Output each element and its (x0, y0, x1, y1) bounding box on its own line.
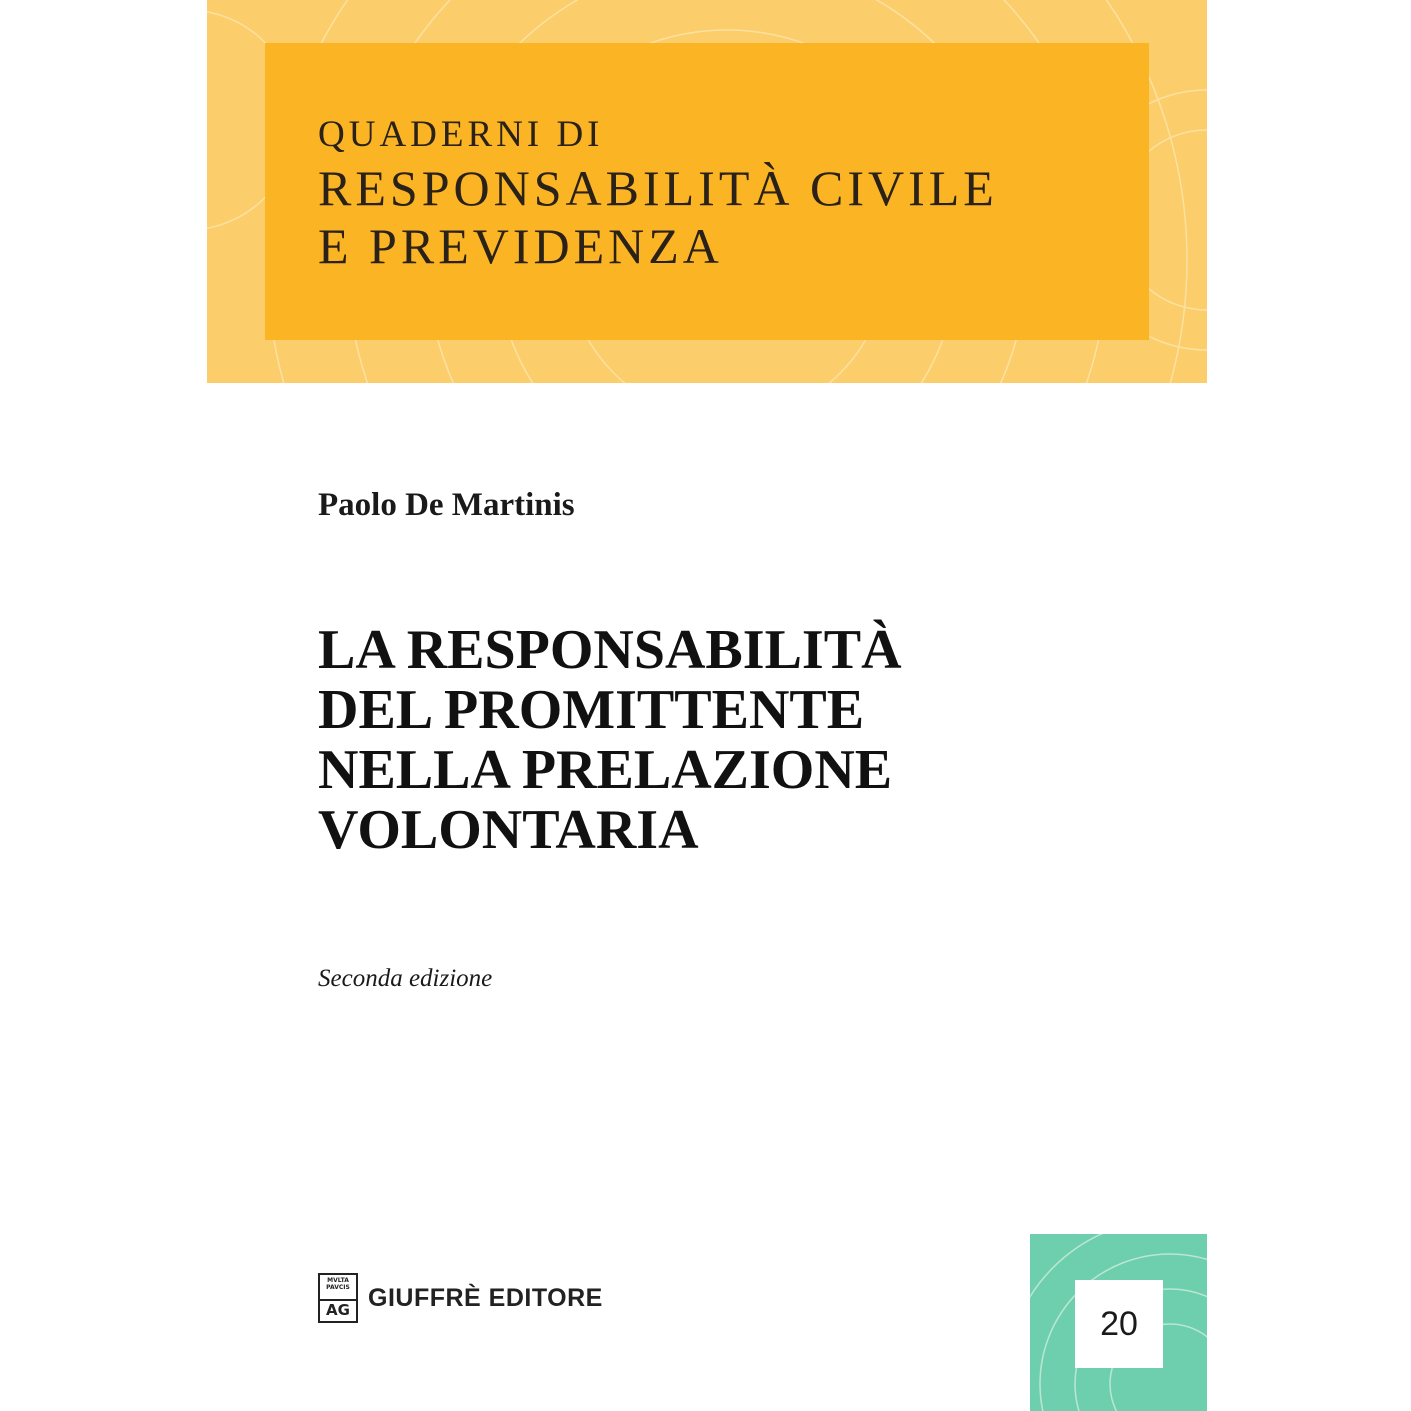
series-number-card (1075, 1280, 1163, 1368)
book-title-line: NELLA PRELAZIONE (318, 739, 893, 801)
publisher-logo (318, 1273, 358, 1323)
book-title-line: DEL PROMITTENTE (318, 679, 865, 741)
publisher-name: GIUFFRÈ EDITORE (368, 1283, 603, 1312)
edition-label: Seconda edizione (318, 965, 493, 992)
publisher-logo-motto: MVLTA PAVCIS (326, 1277, 350, 1291)
book-title-line: LA RESPONSABILITÀ (318, 619, 902, 681)
book-title-line: VOLONTARIA (318, 799, 699, 861)
publisher-logo-letters: AG (320, 1299, 356, 1319)
series-title-line-2: RESPONSABILITÀ CIVILE (318, 160, 998, 216)
series-band (207, 0, 1207, 383)
book-title (318, 620, 1018, 860)
author-name: Paolo De Martinis (318, 487, 575, 523)
series-title-line-1: QUADERNI DI (318, 114, 604, 155)
publisher (318, 1272, 603, 1324)
series-number: 20 (1100, 1304, 1138, 1343)
series-title-line-3: E PREVIDENZA (318, 218, 723, 274)
series-title-box (265, 43, 1149, 340)
series-number-box (1030, 1234, 1207, 1411)
book-cover (207, 0, 1207, 1411)
